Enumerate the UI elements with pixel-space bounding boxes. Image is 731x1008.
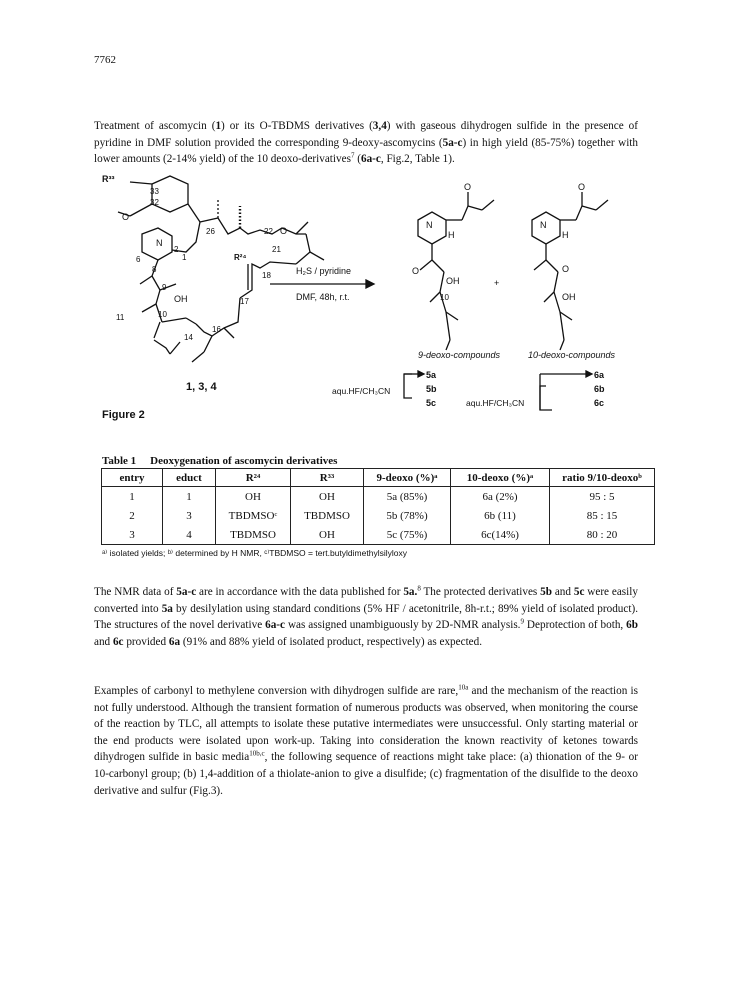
label-h-product9: H [448, 230, 455, 240]
table-title: Deoxygenation of ascomycin derivatives [150, 455, 338, 467]
deprotect-left-reagent: aqu.HF/CH₃CN [332, 386, 391, 396]
label-n-macro: N [156, 238, 163, 248]
figure-2-scheme [100, 172, 640, 462]
label-10-product9: 10 [440, 293, 449, 302]
col-r24: R²⁴ [216, 469, 291, 487]
cell-entry: 3 [102, 525, 163, 545]
cell-10-deoxo: 6c(14%) [451, 525, 550, 545]
label-10: 10 [158, 310, 167, 319]
series-5c: 5c [426, 398, 437, 408]
cell-9-deoxo: 5b (78%) [364, 506, 451, 525]
cell-ratio: 95 : 5 [550, 487, 655, 507]
col-10-deoxo: 10-deoxo (%)ᵃ [451, 469, 550, 487]
label-17: 17 [240, 297, 249, 306]
col-educt: educt [163, 469, 216, 487]
label-o-22: O [280, 226, 288, 236]
cell-educt: 3 [163, 506, 216, 525]
label-32: 32 [150, 198, 159, 207]
label-9-deoxo-compounds: 9-deoxo-compounds [418, 350, 501, 360]
table-footnote: ᵃ⁾ isolated yields; ᵇ⁾ determined by H NMR, ᶜ⁾TBDMSO = tert.butyldimethylsilyloxy [102, 548, 407, 558]
cell-9-deoxo: 5c (75%) [364, 525, 451, 545]
deoxygenation-table [101, 468, 655, 545]
cell-r33: OH [291, 487, 364, 507]
col-r33: R³³ [291, 469, 364, 487]
table-header-row [102, 469, 655, 487]
label-22: 22 [264, 227, 273, 236]
cell-ratio: 80 : 20 [550, 525, 655, 545]
cell-ratio: 85 : 15 [550, 506, 655, 525]
cell-r24: TBDMSO [216, 525, 291, 545]
cell-r33: OH [291, 525, 364, 545]
label-10-deoxo-compounds: 10-deoxo-compounds [528, 350, 616, 360]
label-oh-product9: OH [446, 276, 460, 286]
label-16: 16 [212, 325, 221, 334]
series-6a: 6a [594, 370, 605, 380]
label-r24: R²⁴ [234, 253, 247, 262]
label-9: 9 [162, 283, 167, 292]
cell-entry: 2 [102, 506, 163, 525]
col-entry: entry [102, 469, 163, 487]
label-o-product9: O [464, 182, 472, 192]
series-6b: 6b [594, 384, 605, 394]
label-oh-macro: OH [174, 294, 188, 304]
series-5a: 5a [426, 370, 437, 380]
col-ratio: ratio 9/10-deoxoᵇ [550, 469, 655, 487]
compound-numbers: 1, 3, 4 [186, 381, 217, 393]
cell-9-deoxo: 5a (85%) [364, 487, 451, 507]
deprotect-right-reagent: aqu.HF/CH₃CN [466, 398, 525, 408]
plus-sign: + [494, 278, 500, 288]
label-8: 8 [152, 265, 157, 274]
label-6: 6 [136, 255, 141, 264]
figure-label: Figure 2 [102, 409, 145, 421]
label-14: 14 [184, 333, 193, 342]
label-oh-product10: OH [562, 292, 576, 302]
label-h-product10: H [562, 230, 569, 240]
reagent-top: H₂S / pyridine [296, 266, 352, 276]
table-row [102, 506, 655, 525]
paragraph-nmr: The NMR data of 5a-c are in accordance with the data published for 5a.$^8$ The protected derivatives 5b and 5c were easily converted into 5a by desilylation using standard conditions (5% HF / acetonitrile, 8h-r.t.; 89% yield of isolated product). The structures of the novel derivative 6a-c was assigned unambiguously by 2D-NMR analysis.$^9$ Deprotection of both, 6b and 6c provided 6a (91% and 88% yield of isolated product, respectively) as expected. [94, 584, 638, 648]
table-row [102, 525, 655, 545]
label-n-product9: N [426, 220, 433, 230]
label-33: 33 [150, 187, 159, 196]
cell-r33: TBDMSO [291, 506, 364, 525]
cell-10-deoxo: 6a (2%) [451, 487, 550, 507]
paragraph-intro: Treatment of ascomycin (1) or its O-TBDMS derivatives (3,4) with gaseous dihydrogen sulfide in the presence of pyridine in DMF solution provided the corresponding 9-deoxy-ascomycins (5a-c) in high yield (85-75%) together with lower amounts (2-14% yield) of the 10 deoxo-derivatives$^7$ (6a-c, Fig.2, Table 1). [94, 120, 639, 166]
label-18: 18 [262, 271, 271, 280]
col-9-deoxo: 9-deoxo (%)ᵃ [364, 469, 451, 487]
cell-10-deoxo: 6b (11) [451, 506, 550, 525]
series-5b: 5b [426, 384, 437, 394]
table-row [102, 487, 655, 507]
label-26: 26 [206, 227, 215, 236]
paragraph-mechanism: Examples of carbonyl to methylene conversion with dihydrogen sulfide are rare,$^{10a}$ and the mechanism of the reaction is not fully understood. Although the transient formation of numerous products was observed, when monitoring the course of the reaction by TLC, all attempts to isolate these putative intermediates were unsuccessful. Only starting material or the end products were isolated upon work-up. Taking into consideration the known reactivity of ketones towards dihydrogen sulfide in basic media$^{10b,c}$, the following sequence of reactions might take place: (a) thionation of the 9- or 10-carbonyl group; (b) 1,4-addition of a thiolate-anion to give a disulfide; (c) fragmentation of the disulfide to the deoxo derivative and sulfur (Fig.3). [94, 683, 639, 797]
cell-r24: OH [216, 487, 291, 507]
cell-entry: 1 [102, 487, 163, 507]
label-2: 2 [174, 245, 179, 254]
cell-r24: TBDMSOᶜ [216, 506, 291, 525]
label-n-product10: N [540, 220, 547, 230]
cell-educt: 1 [163, 487, 216, 507]
label-21: 21 [272, 245, 281, 254]
reagent-bottom: DMF, 48h, r.t. [296, 292, 350, 302]
label-o-carbonyl-product9: O [412, 266, 420, 276]
series-6c: 6c [594, 398, 605, 408]
label-o-methoxy: O [122, 212, 130, 222]
page-number: 7762 [94, 54, 116, 66]
label-11: 11 [116, 313, 125, 322]
table-label: Table 1 [102, 455, 137, 467]
label-1: 1 [182, 253, 187, 262]
label-o-carbonyl-product10: O [562, 264, 570, 274]
cell-educt: 4 [163, 525, 216, 545]
table-caption [102, 455, 337, 467]
label-o-product10: O [578, 182, 586, 192]
label-r33: R³³ [102, 174, 115, 184]
